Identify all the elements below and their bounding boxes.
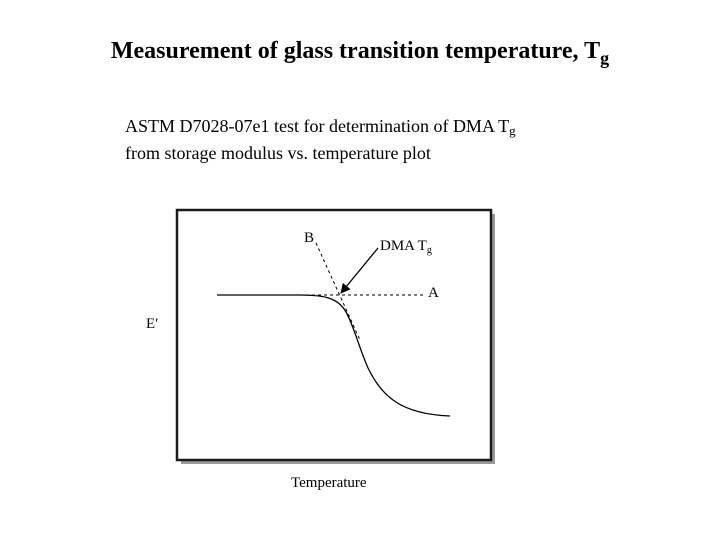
subtitle-line-1-subscript: g <box>509 123 516 138</box>
slide-title-subscript: g <box>600 48 610 68</box>
subtitle-line-1-text: ASTM D7028-07e1 test for determination of DMA T <box>125 116 510 136</box>
y-axis-label: E′ <box>146 316 159 332</box>
x-axis-label: Temperature <box>291 475 367 491</box>
slide-title-text: Measurement of glass transition temperature, T <box>110 38 601 64</box>
subtitle-line-2: from storage modulus vs. temperature plot <box>125 143 431 163</box>
dma-tg-label <box>380 238 432 256</box>
point-a-label: A <box>428 285 439 301</box>
dma-tg-label-text: DMA T <box>380 238 427 254</box>
dma-tg-label-subscript: g <box>426 245 432 256</box>
plot-frame <box>177 210 491 460</box>
point-b-label: B <box>304 230 315 246</box>
